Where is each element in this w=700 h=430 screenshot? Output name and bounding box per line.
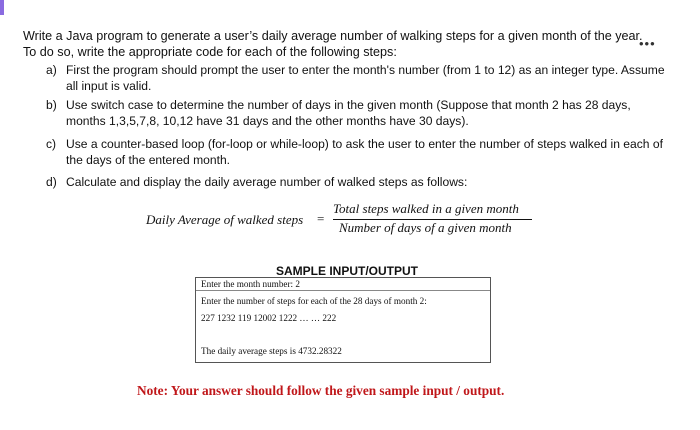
formula-lhs: Daily Average of walked steps: [146, 212, 304, 227]
sample-heading: SAMPLE INPUT/OUTPUT: [276, 264, 419, 278]
more-horizontal-icon[interactable]: •••: [639, 36, 656, 51]
formula-numerator: Total steps walked in a given month: [333, 201, 519, 216]
formula-denominator: Number of days of a given month: [339, 220, 512, 235]
sample-line: Enter the month number: 2: [201, 279, 300, 289]
item-text: Calculate and display the daily average number of walked steps as follows:: [66, 175, 468, 189]
item-marker: a): [46, 63, 57, 77]
sample-line: The daily average steps is 4732.28322: [201, 346, 342, 356]
question-intro: Write a Java program to generate a user’s daily average number of walking steps for a given month of the year. To do so, write the appropriate code for each of the following steps:: [23, 29, 643, 59]
item-text: First the program should prompt the user to enter the month's number (from 1 to 12) as an integer type. Assume all input is valid.: [66, 63, 665, 93]
sample-line: 227 1232 119 12002 1222 … … 222: [201, 313, 337, 323]
note-text: Note: Your answer should follow the given sample input / output.: [137, 383, 505, 398]
item-marker: d): [46, 175, 57, 189]
item-text: Use a counter-based loop (for-loop or while-loop) to ask the user to enter the number of steps walked in each of the days of the entered month.: [66, 137, 663, 167]
sample-line: Enter the number of steps for each of the 28 days of month 2:: [201, 296, 427, 306]
left-accent-bar: [0, 0, 4, 15]
sample-divider: [196, 290, 490, 291]
item-marker: c): [46, 137, 57, 151]
item-marker: b): [46, 98, 57, 112]
item-text: Use switch case to determine the number of days in the given month (Suppose that month 2 has 28 days, months 1,3,5,7,8, 10,12 have 31 days and the other months have 30 days).: [66, 98, 631, 128]
sample-output-box: [195, 277, 491, 363]
formula-equals: =: [317, 211, 325, 226]
